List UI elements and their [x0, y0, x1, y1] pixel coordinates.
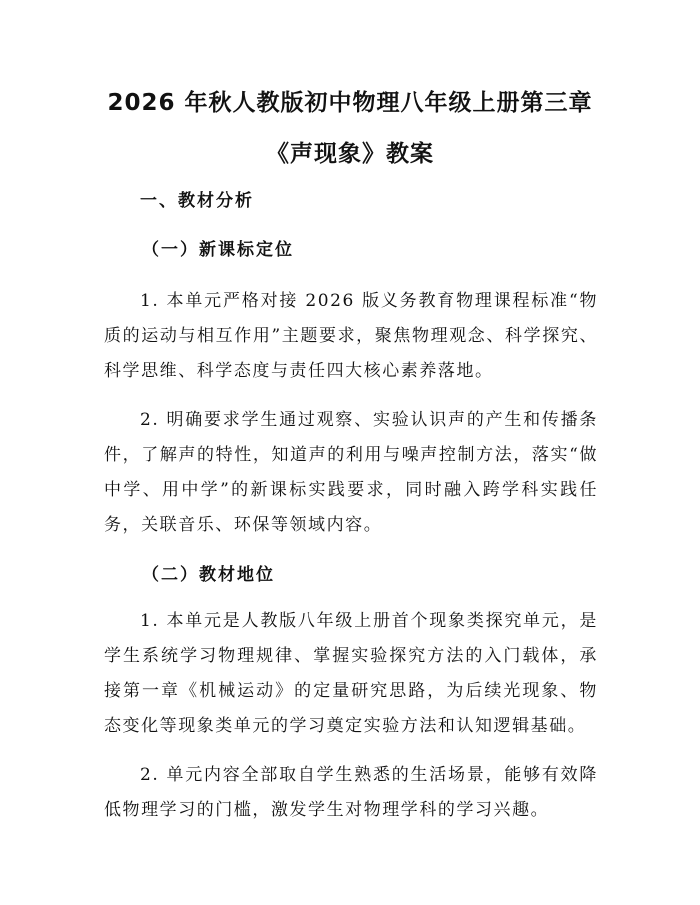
subsection-heading-textbook-position: （二）教材地位	[142, 565, 275, 585]
document-title-line-2: 《声现象》教案	[266, 141, 434, 167]
paragraph-curriculum-2: 2. 明确要求学生通过观察、实验认识声的产生和传播条件，了解声的特性，知道声的利用与噪声控制方法，落实“做中学、用中学”的新课标实践要求，同时融入跨学科实践任务，关联音乐、环保等领域内容。	[104, 410, 598, 535]
subsection-heading-curriculum-standard: （一）新课标定位	[142, 240, 294, 260]
paragraph-position-2: 2. 单元内容全部取自学生熟悉的生活场景，能够有效降低物理学习的门槛，激发学生对物理学科的学习兴趣。	[104, 765, 598, 820]
paragraph-position-1: 1. 本单元是人教版八年级上册首个现象类探究单元，是学生系统学习物理规律、掌握实验探究方法的入门载体，承接第一章《机械运动》的定量研究思路，为后续光现象、物态变化等现象类单元的学习奠定实验方法和认知逻辑基础。	[104, 611, 598, 736]
document-title-line-1: 2026 年秋人教版初中物理八年级上册第三章	[107, 90, 593, 116]
section-heading-textbook-analysis: 一、教材分析	[140, 191, 254, 211]
paragraph-curriculum-1: 1. 本单元严格对接 2026 版义务教育物理课程标准“物质的运动与相互作用”主题要求，聚焦物理观念、科学探究、科学思维、科学态度与责任四大核心素养落地。	[104, 291, 598, 381]
